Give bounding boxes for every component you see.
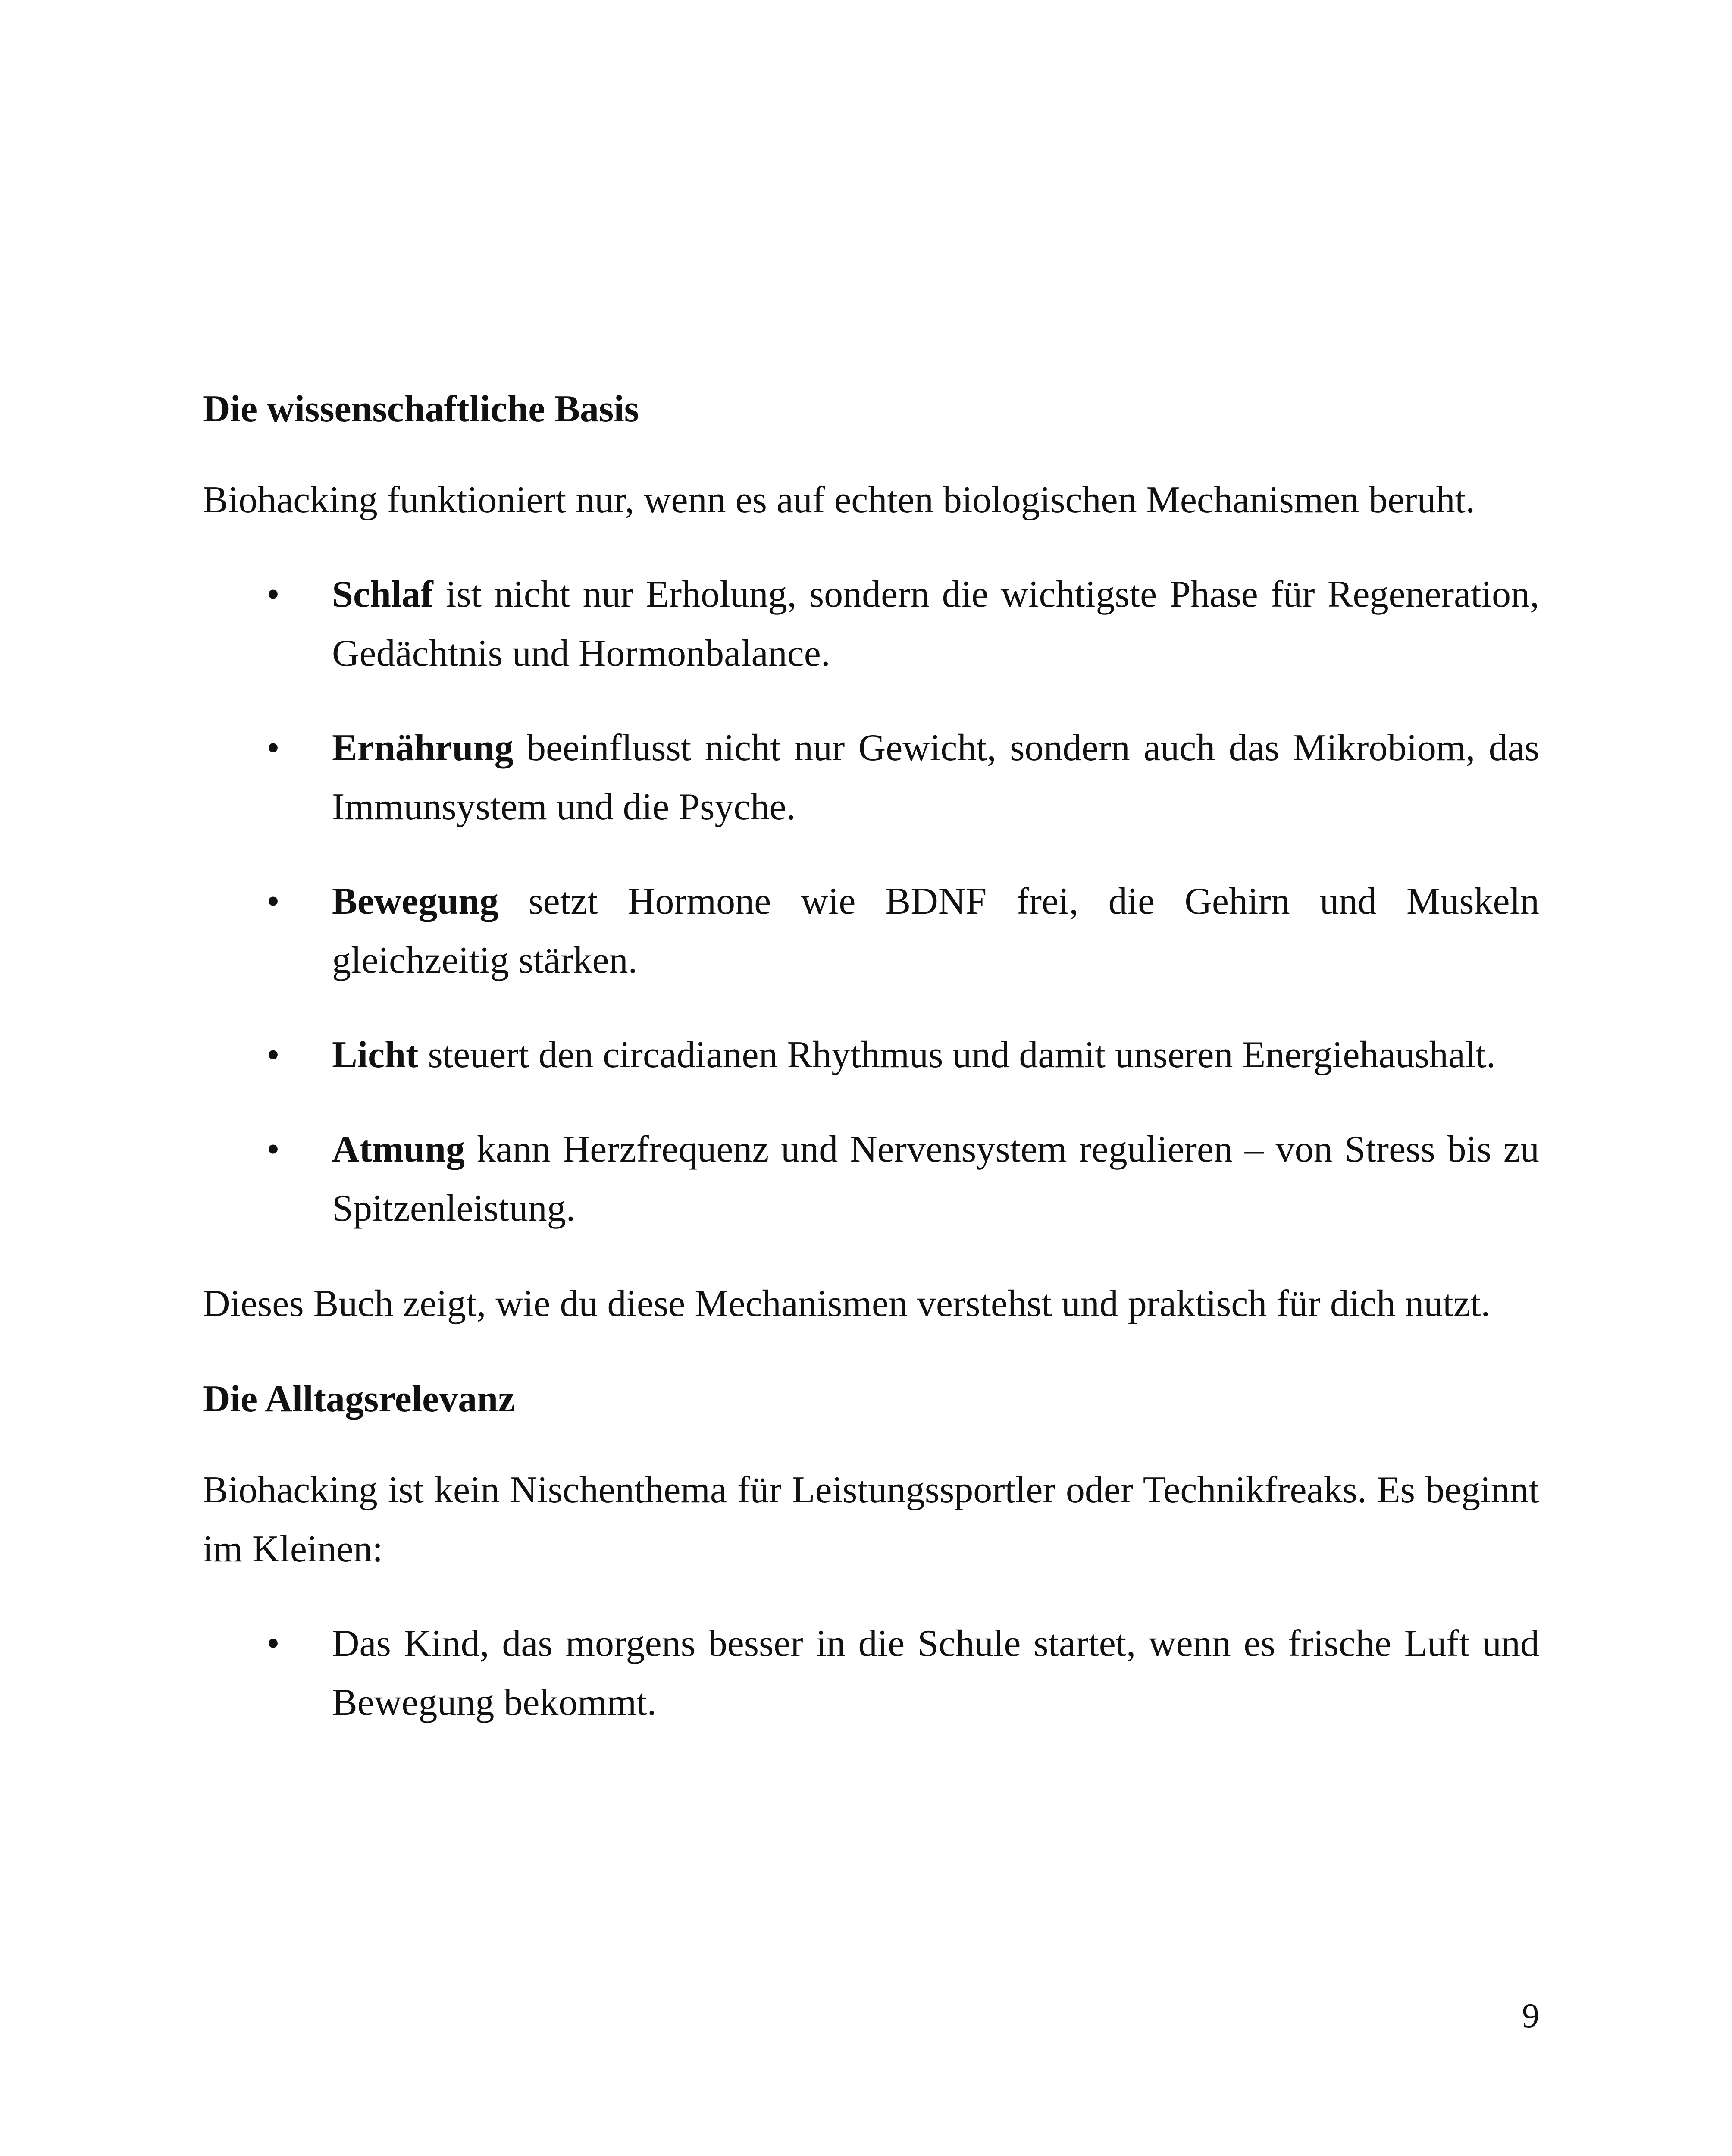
term-ernaehrung: Ernährung xyxy=(332,727,514,769)
page-content xyxy=(203,379,1539,1732)
bullet-icon: • xyxy=(266,1128,280,1170)
section-heading-alltag: Die Alltagsrelevanz xyxy=(203,1378,515,1420)
bullet-icon: • xyxy=(266,573,280,615)
bullet-icon: • xyxy=(266,1623,280,1664)
list-item-bewegung xyxy=(203,872,1539,990)
text-schlaf: ist nicht nur Erholung, sondern die wichtigste Phase für Regeneration, Gedächtnis und Hormonbalance. xyxy=(332,573,1539,674)
list-item-licht xyxy=(203,1025,1539,1084)
term-schlaf: Schlaf xyxy=(332,573,433,615)
paragraph-intro-alltag: Biohacking ist kein Nischenthema für Leistungssportler oder Technikfreaks. Es beginnt im Kleinen: xyxy=(203,1469,1539,1570)
bullet-icon: • xyxy=(266,727,280,769)
text-ernaehrung: beeinflusst nicht nur Gewicht, sondern auch das Mikrobiom, das Immunsystem und die Psyche. xyxy=(332,727,1539,828)
list-item-kind xyxy=(203,1614,1539,1732)
paragraph-intro-basis: Biohacking funktioniert nur, wenn es auf echten biologischen Mechanismen beruht. xyxy=(203,479,1475,521)
bullet-list-alltag xyxy=(203,1614,1539,1732)
list-item-schlaf xyxy=(203,565,1539,683)
bullet-icon: • xyxy=(266,881,280,922)
bullet-icon: • xyxy=(266,1034,280,1076)
bullet-list-mechanisms xyxy=(203,565,1539,1238)
text-kind: Das Kind, das morgens besser in die Schule startet, wenn es frische Luft und Bewegung bekommt. xyxy=(332,1623,1539,1724)
page-number: 9 xyxy=(1522,1997,1539,2035)
list-item-ernaehrung xyxy=(203,718,1539,837)
paragraph-outro-basis: Dieses Buch zeigt, wie du diese Mechanismen verstehst und praktisch für dich nutzt. xyxy=(203,1283,1491,1325)
list-item-atmung xyxy=(203,1120,1539,1238)
text-licht: steuert den circadianen Rhythmus und damit unseren Energiehaushalt. xyxy=(418,1034,1496,1076)
text-atmung: kann Herzfrequenz und Nervensystem regulieren – von Stress bis zu Spitzenleistung. xyxy=(332,1128,1539,1229)
term-licht: Licht xyxy=(332,1034,419,1076)
term-atmung: Atmung xyxy=(332,1128,465,1170)
section-heading-basis: Die wissenschaftliche Basis xyxy=(203,388,639,430)
text-bewegung: setzt Hormone wie BDNF frei, die Gehirn und Muskeln gleichzeitig stärken. xyxy=(332,881,1539,981)
term-bewegung: Bewegung xyxy=(332,881,499,922)
